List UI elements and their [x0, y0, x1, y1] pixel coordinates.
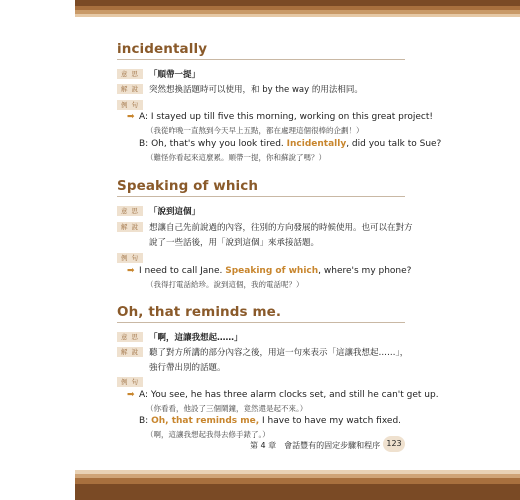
section-heading-oh-that-reminds-me: Oh, that reminds me.: [117, 304, 282, 320]
arrow-icon: ➡: [127, 390, 135, 400]
meaning-tag: 意 思: [117, 69, 143, 79]
example-sentence-b: B: Oh, that reminds me, I have to have my watch fixed.: [139, 416, 402, 426]
explain-tag: 解 說: [117, 347, 143, 357]
example-translation-a: （我從昨晚一直熬到今天早上五點，都在處理這個很棒的企劃！）: [146, 126, 364, 135]
explain-text-line-2: 說了一些話後，用「說到這個」來承接話題。: [149, 238, 320, 248]
example-tag: 例 句: [117, 377, 143, 387]
meaning-text: 「啊，這讓我想起……」: [149, 333, 243, 343]
explain-text-line-2: 強行帶出別的話題。: [149, 363, 226, 373]
meaning-tag: 意 思: [117, 332, 143, 342]
meaning-text: 「說到這個」: [149, 207, 201, 217]
section-heading-speaking-of-which: Speaking of which: [117, 178, 259, 194]
example-sentence-a: A: You see, he has three alarm clocks set, and still he can't get up.: [139, 390, 439, 400]
section-divider: [117, 322, 405, 323]
meaning-tag: 意 思: [117, 206, 143, 216]
arrow-icon: ➡: [127, 112, 135, 122]
example-sentence-b: B: Oh, that's why you look tired. Incidentally, did you talk to Sue?: [139, 139, 442, 149]
example-translation-b: （啊，這讓我想起我得去修手錶了。）: [146, 430, 270, 439]
example-sentence: I need to call Jane. Speaking of which, where's my phone?: [139, 266, 412, 276]
example-translation: （我得打電話給珍。說到這個，我的電話呢？）: [146, 280, 304, 289]
explain-text-line-1: 想讓自己先前說過的內容，往別的方向發展的時候使用。也可以在對方: [149, 223, 413, 233]
bottom-decorative-band: [75, 470, 520, 500]
section-heading-incidentally: incidentally: [117, 41, 208, 57]
example-translation-b: （難怪你看起來這麼累。順帶一提，你和蘇說了嗎？）: [146, 153, 326, 162]
chapter-footer: 第 4 章 會話豐有的固定步驟和程序: [250, 441, 381, 450]
example-translation-a: （你看看，他設了三個鬧鐘，竟然還是起不來。）: [146, 404, 308, 413]
example-sentence-a: A: I stayed up till five this morning, working on this great project!: [139, 112, 434, 122]
page-number: 123: [383, 436, 405, 452]
example-tag: 例 句: [117, 100, 143, 110]
explain-tag: 解 說: [117, 222, 143, 232]
arrow-icon: ➡: [127, 266, 135, 276]
example-tag: 例 句: [117, 253, 143, 263]
explain-text-line-1: 聽了對方所講的部分內容之後，用這一句來表示「這讓我想起……」，: [149, 348, 409, 358]
section-divider: [117, 59, 405, 60]
meaning-text: 「順帶一提」: [149, 70, 201, 80]
explain-tag: 解 說: [117, 84, 143, 94]
top-decorative-band: [75, 0, 520, 20]
explain-text: 突然想換話題時可以使用，和 by the way 的用法相同。: [149, 85, 363, 95]
section-divider: [117, 196, 405, 197]
